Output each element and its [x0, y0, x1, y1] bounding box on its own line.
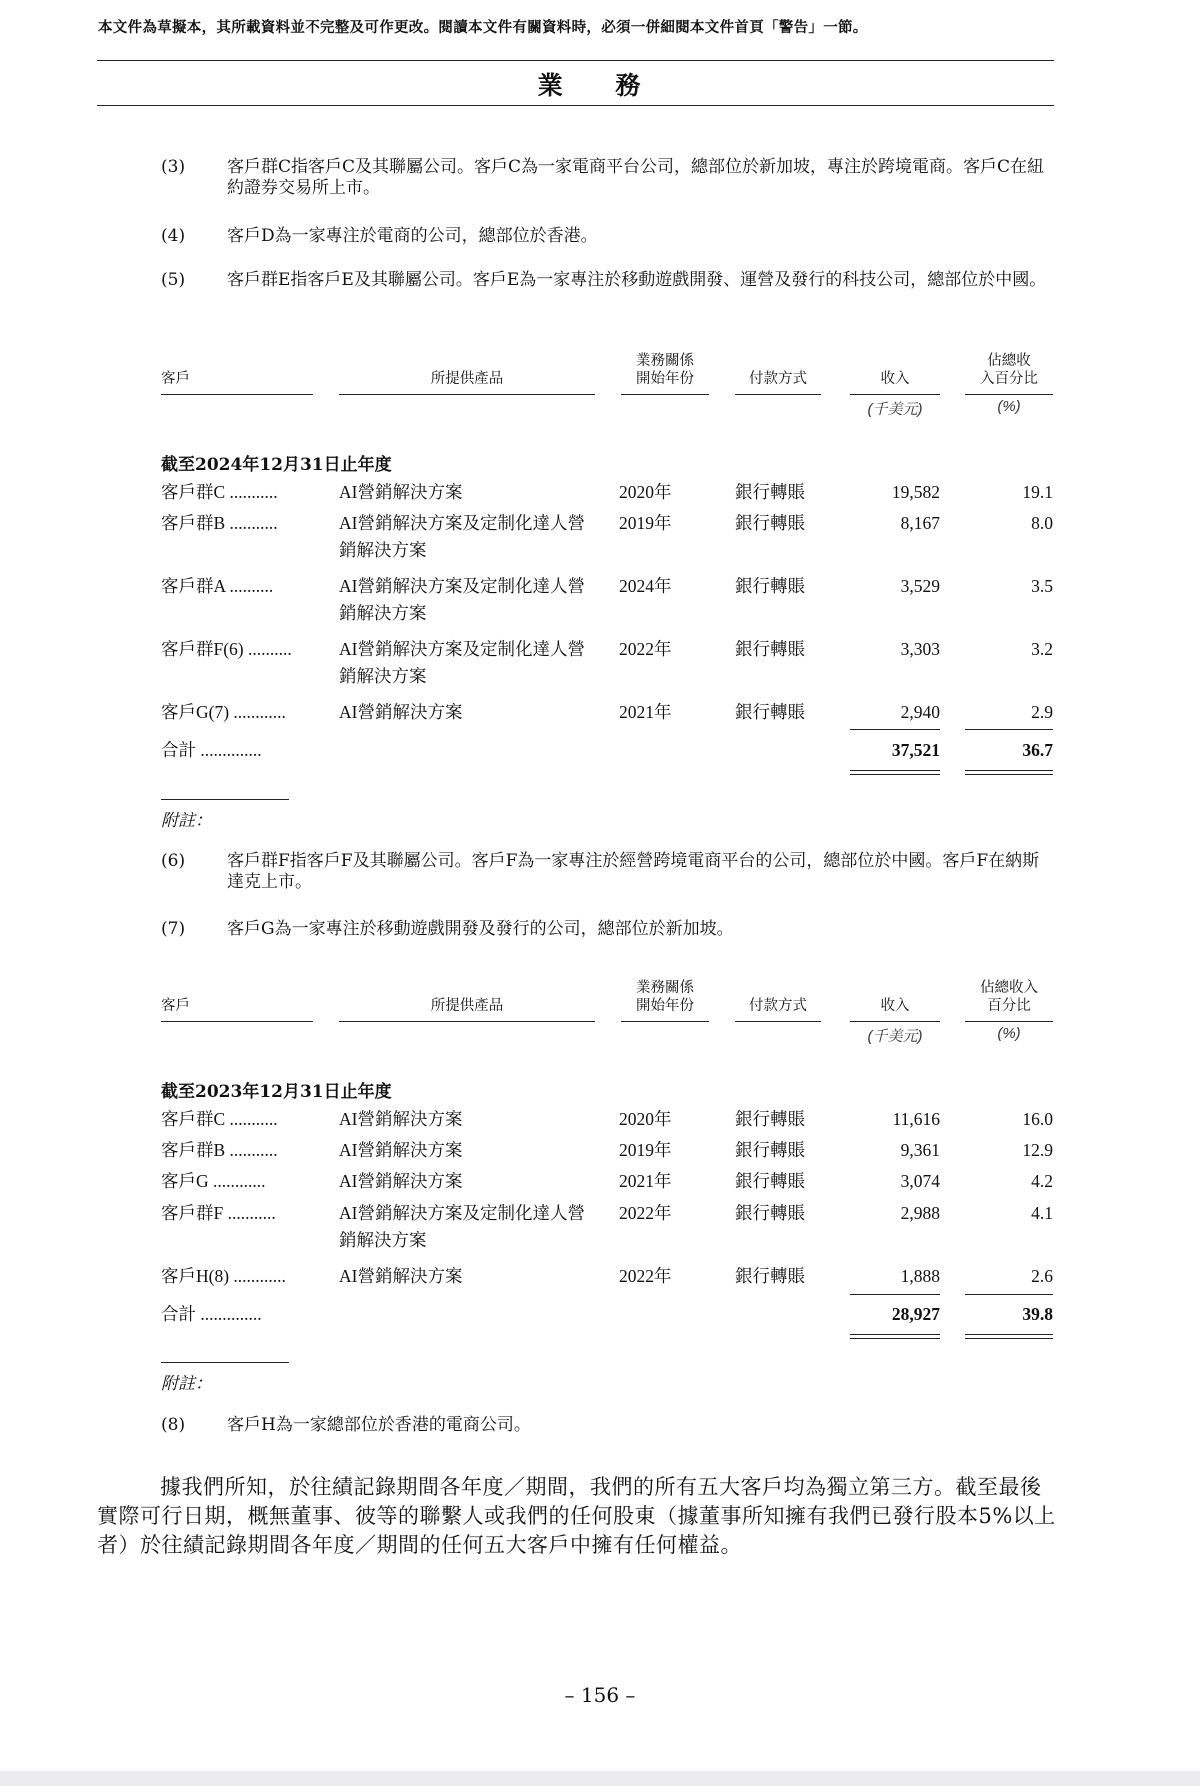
header-underline — [850, 1021, 940, 1022]
product-cell: AI營銷解決方案 — [339, 1171, 463, 1191]
col-year-header-line1: 業務關係 — [636, 353, 694, 369]
header-underline — [735, 394, 821, 395]
col-revenue-header: 收入 — [880, 998, 910, 1014]
revenue-cell: 2,988 — [900, 1203, 940, 1223]
year-cell: 2019年 — [619, 513, 672, 533]
customer-cell: 客戶群F(6) .......... — [161, 639, 292, 659]
header-underline — [735, 1021, 821, 1022]
draft-disclaimer: 本文件為草擬本，其所載資料並不完整及可作更改。閱讀本文件有關資料時，必須一併細閱本文件首頁「警告」一節。 — [98, 20, 868, 36]
year-cell: 2021年 — [619, 1171, 672, 1191]
footnote-label: 附註： — [161, 811, 212, 831]
header-underline — [339, 1021, 595, 1022]
header-underline — [850, 394, 940, 395]
customer-cell: 客戶群C ........... — [161, 482, 278, 502]
viewer-bottom-band — [0, 1771, 1200, 1786]
pct-cell: 19.1 — [1022, 482, 1053, 502]
col-payment-header: 付款方式 — [749, 371, 807, 387]
customer-cell: 客戶G(7) ............ — [161, 702, 286, 722]
subtotal-rule — [965, 729, 1053, 730]
customer-cell: 客戶群A .......... — [161, 576, 274, 596]
col-pct-header-line1: 佔總收 — [987, 353, 1031, 369]
pct-cell: 3.5 — [1031, 576, 1053, 596]
year-cell: 2022年 — [619, 639, 672, 659]
product-cell: AI營銷解決方案 — [339, 1140, 463, 1160]
header-underline — [965, 1021, 1053, 1022]
page-number: – 156 – — [564, 1683, 636, 1707]
body-paragraph: 據我們所知，於往績記錄期間各年度／期間，我們的所有五大客戶均為獨立第三方。截至最後實際可行日期，概無董事、彼等的聯繫人或我們的任何股東（據董事所知擁有我們已發行股本5%以上者）於往績記錄期間各年度／期間的任何五大客戶中擁有任何權益。 — [97, 1475, 1056, 1557]
total-double-rule — [965, 770, 1053, 775]
col-revenue-header: 收入 — [880, 371, 910, 387]
payment-cell: 銀行轉賬 — [735, 1171, 805, 1191]
payment-cell: 銀行轉賬 — [735, 482, 805, 502]
customer-cell: 客戶群C ........... — [161, 1109, 278, 1129]
revenue-cell: 11,616 — [892, 1109, 940, 1129]
pct-unit: (%) — [997, 398, 1021, 415]
revenue-cell: 9,361 — [900, 1140, 940, 1160]
year-cell: 2024年 — [619, 576, 672, 596]
payment-cell: 銀行轉賬 — [735, 1109, 805, 1129]
header-rule — [97, 60, 1054, 61]
pct-cell: 3.2 — [1031, 639, 1053, 659]
year-cell: 2020年 — [619, 1109, 672, 1129]
pct-cell: 4.2 — [1031, 1171, 1053, 1191]
col-year-header-line2: 開始年份 — [636, 371, 694, 387]
header-underline — [965, 394, 1053, 395]
revenue-cell: 3,529 — [900, 576, 940, 596]
payment-cell: 銀行轉賬 — [735, 1203, 805, 1223]
payment-cell: 銀行轉賬 — [735, 702, 805, 722]
col-year-header-line2: 開始年份 — [636, 998, 694, 1014]
total-double-rule — [850, 1334, 940, 1339]
revenue-unit: (千美元) — [867, 401, 923, 418]
note-text: 客戶H為一家總部位於香港的電商公司。 — [227, 1415, 531, 1435]
period-heading-2023: 截至2023年12月31日止年度 — [161, 1082, 392, 1102]
pct-unit: (%) — [997, 1025, 1021, 1042]
col-year-header-line1: 業務關係 — [636, 980, 694, 996]
pct-cell: 4.1 — [1031, 1203, 1053, 1223]
header-underline — [161, 394, 313, 395]
total-double-rule — [965, 1334, 1053, 1339]
header-underline — [621, 1021, 709, 1022]
pct-cell: 2.9 — [1031, 702, 1053, 722]
total-revenue: 37,521 — [891, 740, 940, 760]
note-number: (5) — [161, 270, 186, 290]
note-number: (4) — [161, 226, 186, 246]
subtotal-rule — [850, 729, 940, 730]
customer-cell: 客戶群B ........... — [161, 513, 278, 533]
period-heading-2024: 截至2024年12月31日止年度 — [161, 455, 392, 475]
customer-cell: 客戶H(8) ............ — [161, 1266, 286, 1286]
col-pct-header-line2: 入百分比 — [980, 371, 1038, 387]
product-cell: AI營銷解決方案 — [339, 702, 463, 722]
col-customer-header: 客戶 — [161, 998, 190, 1014]
revenue-cell: 3,074 — [900, 1171, 940, 1191]
total-double-rule — [850, 770, 940, 775]
footnote-rule — [161, 1362, 289, 1363]
note-number: (3) — [161, 157, 186, 177]
payment-cell: 銀行轉賬 — [735, 576, 805, 596]
revenue-unit: (千美元) — [867, 1028, 923, 1045]
payment-cell: 銀行轉賬 — [735, 639, 805, 659]
note-text: 客戶群F指客戶F及其聯屬公司。客戶F為一家專注於經營跨境電商平台的公司，總部位於中國。客戶F在納斯達克上市。 — [227, 851, 1040, 892]
title-rule — [97, 105, 1054, 106]
year-cell: 2020年 — [619, 482, 672, 502]
revenue-cell: 2,940 — [900, 702, 940, 722]
customer-cell: 客戶群B ........... — [161, 1140, 278, 1160]
footnote-label: 附註： — [161, 1374, 212, 1394]
product-cell: AI營銷解決方案 — [339, 1109, 463, 1129]
col-payment-header: 付款方式 — [749, 998, 807, 1014]
section-title: 業 務 — [537, 71, 663, 100]
note-text: 客戶群E指客戶E及其聯屬公司。客戶E為一家專注於移動遊戲開發、運營及發行的科技公司，總部位於中國。 — [227, 270, 1047, 290]
revenue-cell: 1,888 — [900, 1266, 940, 1286]
note-text: 客戶D為一家專注於電商的公司，總部位於香港。 — [227, 226, 598, 246]
col-product-header: 所提供產品 — [430, 371, 504, 387]
product-cell: AI營銷解決方案 — [339, 1266, 463, 1286]
payment-cell: 銀行轉賬 — [735, 1140, 805, 1160]
pct-cell: 12.9 — [1022, 1140, 1053, 1160]
total-label: 合計 .............. — [161, 740, 262, 760]
product-cell: AI營銷解決方案及定制化達人營銷解決方案 — [339, 1203, 585, 1250]
note-number: (7) — [161, 919, 186, 939]
customer-cell: 客戶G ............ — [161, 1171, 266, 1191]
customer-cell: 客戶群F ........... — [161, 1203, 276, 1223]
note-text: 客戶群C指客戶C及其聯屬公司。客戶C為一家電商平台公司，總部位於新加坡，專注於跨境電商。客戶C在紐約證券交易所上市。 — [227, 157, 1045, 198]
header-underline — [339, 394, 595, 395]
year-cell: 2022年 — [619, 1266, 672, 1286]
col-pct-header-line1: 佔總收入 — [980, 980, 1038, 996]
col-pct-header-line2: 百分比 — [987, 998, 1031, 1014]
year-cell: 2022年 — [619, 1203, 672, 1223]
total-revenue: 28,927 — [891, 1304, 940, 1324]
note-text: 客戶G為一家專注於移動遊戲開發及發行的公司，總部位於新加坡。 — [227, 919, 734, 939]
pct-cell: 2.6 — [1031, 1266, 1053, 1286]
subtotal-rule — [965, 1294, 1053, 1295]
footnote-rule — [161, 799, 289, 800]
product-cell: AI營銷解決方案及定制化達人營銷解決方案 — [339, 576, 585, 623]
revenue-cell: 8,167 — [900, 513, 940, 533]
payment-cell: 銀行轉賬 — [735, 513, 805, 533]
revenue-cell: 19,582 — [891, 482, 940, 502]
col-product-header: 所提供產品 — [430, 998, 504, 1014]
product-cell: AI營銷解決方案及定制化達人營銷解決方案 — [339, 639, 585, 686]
note-number: (6) — [161, 851, 186, 871]
payment-cell: 銀行轉賬 — [735, 1266, 805, 1286]
header-underline — [621, 394, 709, 395]
revenue-cell: 3,303 — [900, 639, 940, 659]
note-number: (8) — [161, 1415, 186, 1435]
col-customer-header: 客戶 — [161, 371, 190, 387]
total-pct: 36.7 — [1022, 740, 1053, 760]
subtotal-rule — [850, 1294, 940, 1295]
product-cell: AI營銷解決方案 — [339, 482, 463, 502]
year-cell: 2019年 — [619, 1140, 672, 1160]
pct-cell: 16.0 — [1022, 1109, 1053, 1129]
total-pct: 39.8 — [1022, 1304, 1053, 1324]
header-underline — [161, 1021, 313, 1022]
pct-cell: 8.0 — [1031, 513, 1053, 533]
total-label: 合計 .............. — [161, 1304, 262, 1324]
product-cell: AI營銷解決方案及定制化達人營銷解決方案 — [339, 513, 585, 560]
year-cell: 2021年 — [619, 702, 672, 722]
